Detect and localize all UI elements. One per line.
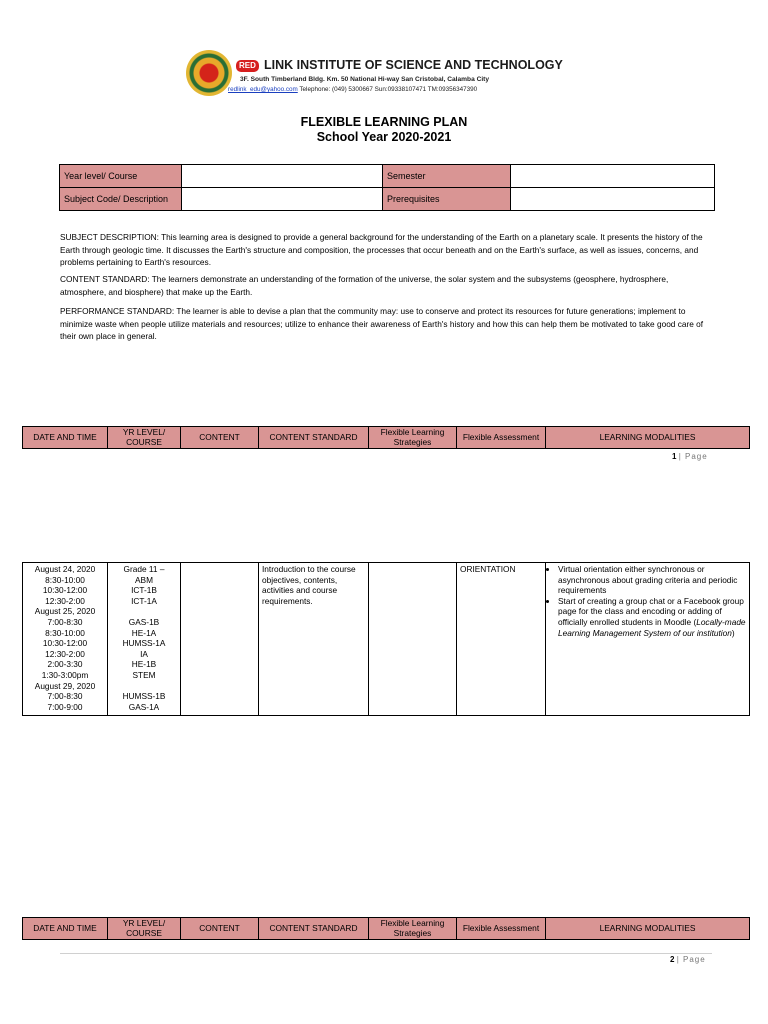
date-line: 8:30-10:00	[45, 574, 85, 585]
prerequisites-value	[511, 188, 715, 211]
school-year: School Year 2020-2021	[316, 130, 452, 144]
courses-cell	[108, 563, 181, 716]
course-info-table	[59, 164, 715, 211]
course-line	[111, 606, 177, 617]
col-modalities: LEARNING MODALITIES	[546, 918, 750, 940]
performance-standard-text: PERFORMANCE STANDARD: The learner is able to devise a plan that the community may: use to conserve and protect its resources for future generations; implement to minimize waste when people utilize materials and resources; utilize to enhance their awareness of Earth's history and how this can help them be motivated to take good care of their own place in general.	[60, 306, 704, 342]
date-line: 7:00-8:30	[47, 616, 83, 627]
date-line: August 25, 2020	[34, 606, 96, 617]
col-strategies: Flexible Learning Strategies	[369, 918, 457, 940]
prerequisites-label: Prerequisites	[383, 188, 511, 211]
course-line: HE-1B	[131, 659, 157, 670]
modality-italic-text: Locally-made Learning Management System of our institution	[558, 616, 746, 638]
dates-cell	[23, 563, 108, 716]
strategies-cell	[369, 563, 457, 716]
course-line: HUMSS-1B	[122, 691, 166, 702]
date-line: 1:30-3:00pm	[41, 669, 89, 680]
page-number-value: 2	[670, 955, 675, 964]
page-label: | Page	[676, 955, 706, 964]
page-number-value: 1	[672, 452, 677, 461]
col-content: CONTENT	[181, 918, 259, 940]
subject-description: SUBJECT DESCRIPTION: This learning area is designed to provide a general background for the understanding of the Earth on a planetary scale. It presents the history of the Earth through geologic time. It discusses the Earth's structure and composition, the processes that occur beneath and on the Earth's surface, as well as issues, concerns, and problems pertaining to Earth's resources.	[60, 232, 703, 268]
date-line: 8:30-10:00	[45, 627, 85, 638]
subject-code-label: Subject Code/ Description	[60, 188, 182, 211]
date-line: 7:00-8:30	[47, 691, 83, 702]
course-line: GAS-1A	[128, 701, 160, 712]
semester-label: Semester	[383, 165, 511, 188]
year-level-value	[182, 165, 383, 188]
col-assessment: Flexible Assessment	[457, 427, 546, 449]
course-line: HE-1A	[131, 627, 157, 638]
page-number-1	[672, 452, 708, 461]
plan-header-row-page-2	[22, 917, 750, 940]
modalities-list	[549, 564, 746, 638]
course-line: Grade 11 –	[123, 564, 165, 574]
col-content-standard: CONTENT STANDARD	[259, 918, 369, 940]
course-line: GAS-1B	[128, 616, 160, 627]
footer-divider	[60, 953, 712, 954]
institute-address: 3F. South Timberland Bldg. Km. 50 National Hi-way San Cristobal, Calamba City	[240, 76, 490, 83]
list-item	[558, 596, 746, 638]
col-yr-level: YR LEVEL/ COURSE	[108, 918, 181, 940]
course-line: ICT-1B	[131, 585, 157, 596]
plan-header-row	[22, 426, 750, 449]
date-line: August 24, 2020	[34, 564, 96, 574]
assessment-cell: ORIENTATION	[457, 563, 546, 716]
page-number-2	[670, 955, 706, 964]
year-level-label: Year level/ Course	[60, 165, 182, 188]
date-line: 10:30-12:00	[42, 585, 88, 596]
course-line	[111, 681, 177, 692]
col-date-time: DATE AND TIME	[23, 918, 108, 940]
date-line: August 29, 2020	[34, 680, 96, 691]
modality-text-end: )	[731, 627, 735, 638]
school-logo	[186, 50, 232, 96]
content-cell	[181, 563, 259, 716]
course-line: ICT-1A	[131, 595, 157, 606]
date-line: 10:30-12:00	[42, 638, 88, 649]
list-item: • Virtual orientation either synchronous or asynchronous about grading criteria and periodic requirements	[558, 564, 746, 596]
col-date-time: DATE AND TIME	[23, 427, 108, 449]
subject-code-value	[182, 188, 383, 211]
col-content: CONTENT	[181, 427, 259, 449]
plan-content-table	[22, 562, 750, 716]
content-standard-cell: Introduction to the course objectives, contents, activities and course requirements.	[259, 563, 369, 716]
course-line: STEM	[132, 669, 156, 680]
content-standard-text: CONTENT STANDARD: The learners demonstrate an understanding of the formation of the universe, the solar system and the subsystems (geosphere, hydrosphere, atmosphere, and biosphere) that make up the Earth.	[60, 274, 669, 297]
institute-name: LINK INSTITUTE OF SCIENCE AND TECHNOLOGY	[264, 58, 563, 72]
col-modalities: LEARNING MODALITIES	[546, 427, 750, 449]
date-line: 2:00-3:30	[47, 659, 83, 670]
modalities-cell	[546, 563, 750, 716]
table-row	[23, 563, 750, 716]
col-content-standard: CONTENT STANDARD	[259, 427, 369, 449]
col-strategies: Flexible Learning Strategies	[369, 427, 457, 449]
course-line: IA	[140, 648, 148, 659]
red-badge: RED	[236, 60, 259, 72]
course-line: ABM	[135, 574, 153, 585]
email-link[interactable]: redlink_edu@yahoo.com	[228, 86, 298, 93]
date-line: 12:30-2:00	[45, 595, 85, 606]
institute-contact	[228, 86, 477, 93]
plan-title: FLEXIBLE LEARNING PLAN	[300, 115, 468, 129]
date-line: 7:00-9:00	[47, 701, 83, 712]
page-label: | Page	[678, 452, 708, 461]
modality-text: Start of creating a group chat or a Facebook group page for the class and encoding or adding of officially enrolled students in Moodle (	[558, 595, 744, 627]
date-line: 12:30-2:00	[45, 648, 85, 659]
col-assessment: Flexible Assessment	[457, 918, 546, 940]
course-line: HUMSS-1A	[122, 638, 166, 649]
col-yr-level: YR LEVEL/ COURSE	[108, 427, 181, 449]
semester-value	[511, 165, 715, 188]
phone-numbers: Telephone: (049) 5300667 Sun:09338107471 TM:09356347390	[299, 86, 478, 93]
